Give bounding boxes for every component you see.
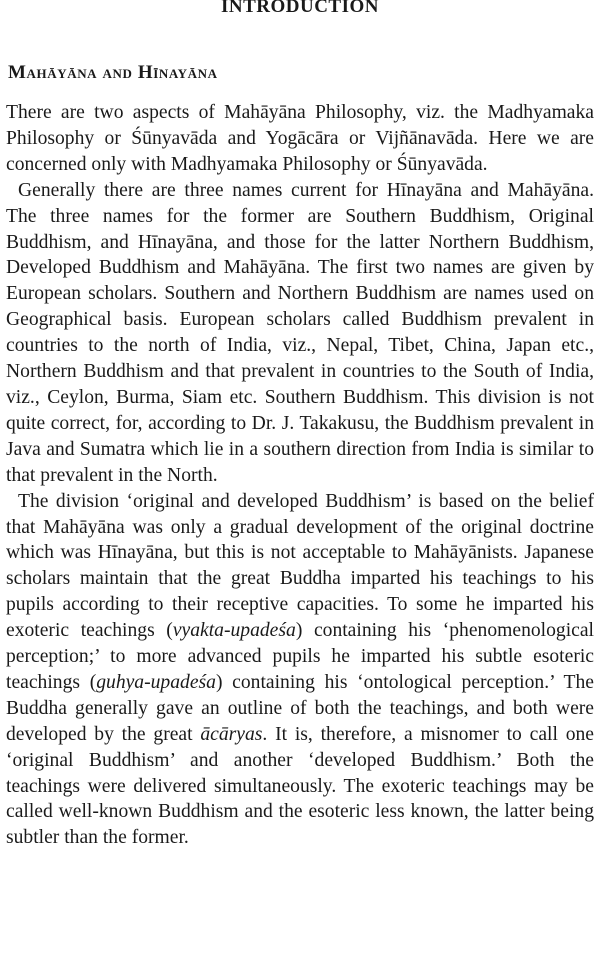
paragraph-1	[6, 100, 594, 178]
text-run: . It is, therefore, a misnomer to call one ‘original Buddhism’ and another ‘developed Buddhism.’ Both the teachings were delivered simultaneously. The exoteric teachings may be called well-known Buddhism and the esoteric less known, the latter being subtler than the former.	[6, 723, 594, 849]
text-run: The division ‘original and developed Buddhism’ is based on the belief that Mahāyāna was only a gradual development of the original doctrine which was Hīnayāna, but this is not acceptable to Mahāyānists. Japanese scholars maintain that the great Buddha imparted his teachings to his pupils according to their receptive capacities. To some he imparted his exoteric teachings (	[6, 490, 594, 642]
text-run: ) containing his ‘phenomenological perception;’ to more advanced pupils he imparted his subtle esoteric teachings (	[6, 620, 594, 693]
text-run: There are two aspects of Mahāyāna Philosophy, viz. the Madhyamaka Philosophy or Śūnyavāda and Yogācāra or Vijñānavāda. Here we are concerned only with Madhyamaka Philosophy or Śūnyavāda.	[6, 102, 594, 175]
paragraph-2	[6, 178, 594, 489]
text-run: Generally there are three names current for Hīnayāna and Mahāyāna. The three names for the former are Southern Buddhism, Original Buddhism, and Hīnayāna, and those for the latter Northern Buddhism, Developed Buddhism and Mahāyāna. The first two names are given by European scholars. Southern and Northern Buddhism are names used on Geographical basis. European scholars called Buddhism prevalent in countries to the north of India, viz., Nepal, Tibet, China, Japan etc., Northern Buddhism and that prevalent in countries to the South of India, viz., Ceylon, Burma, Siam etc. Southern Buddhism. This division is not quite correct, for, according to Dr. J. Takakusu, the Buddhism prevalent in Java and Sumatra which lie in a southern direction from India is similar to that prevalent in the North.	[6, 179, 594, 486]
page-header-title: INTRODUCTION	[220, 0, 380, 17]
body-text	[6, 100, 594, 851]
paragraph-3	[6, 489, 594, 852]
italic-term: vyakta-upadeśa	[172, 620, 296, 642]
text-run: ) containing his ‘ontological perception.’ The Buddha generally gave an outline of both the teachings, and both were developed by the great	[6, 671, 594, 745]
italic-term: guhya-upadeśa	[96, 671, 216, 693]
section-heading: Mahāyāna and Hīnayāna	[8, 62, 218, 83]
italic-term: ācāryas	[200, 723, 263, 745]
